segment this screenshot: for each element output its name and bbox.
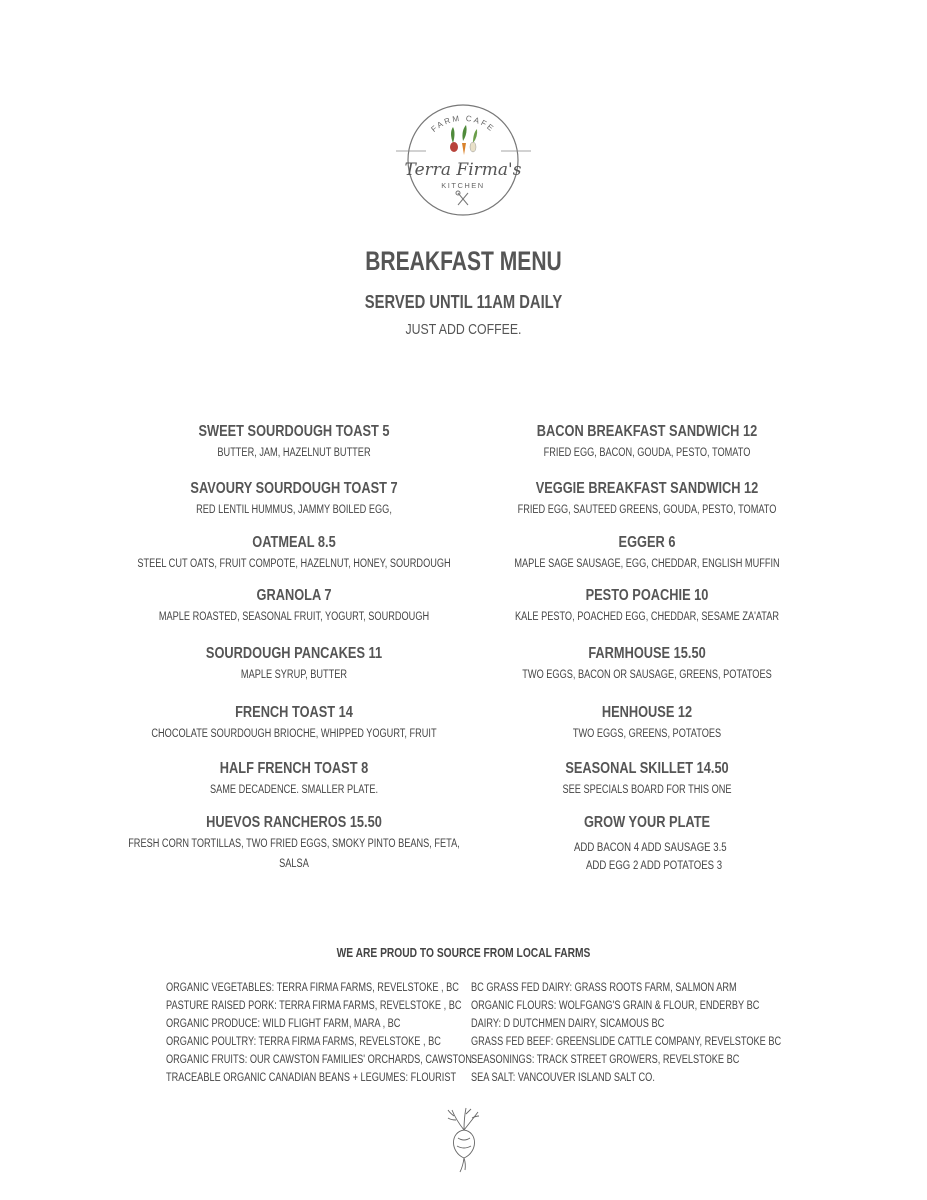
menu-item-name: VEGGIE BREAKFAST SANDWICH 12 [535,480,759,497]
logo-name: Terra Firma's [404,160,522,180]
menu-item-desc: STEEL CUT OATS, FRUIT COMPOTE, HAZELNUT, HONEY, SOURDOUGH [137,558,451,570]
menu-item-desc: TWO EGGS, GREENS, POTATOES [572,728,722,740]
menu-item-desc: MAPLE ROASTED, SEASONAL FRUIT, YOGURT, SOURDOUGH [158,611,430,623]
utensils-icon [456,191,468,205]
source-line: ORGANIC FRUITS: OUR CAWSTON FAMILIES' ORCHARDS, CAWSTON [166,1054,472,1066]
source-line: ORGANIC POULTRY: TERRA FIRMA FARMS, REVELSTOKE , BC [166,1036,441,1048]
menu-item-desc: KALE PESTO, POACHED EGG, CHEDDAR, SESAME ZA'ATAR [514,611,780,623]
page-tagline: JUST ADD COFFEE. [405,321,522,338]
source-line: SEASONINGS: TRACK STREET GROWERS, REVELSTOKE BC [471,1054,740,1066]
menu-item-desc: FRIED EGG, BACON, GOUDA, PESTO, TOMATO [543,447,751,459]
source-line: TRACEABLE ORGANIC CANADIAN BEANS + LEGUMES: FLOURIST [166,1072,457,1084]
menu-item [427,812,867,834]
menu-item-name: GRANOLA 7 [256,587,332,604]
menu-item-desc: FRESH CORN TORTILLAS, TWO FRIED EGGS, SMOKY PINTO BEANS, FETA, [128,838,460,850]
beet-icon [444,1106,484,1174]
svg-text:FARM CAFE [429,114,496,134]
menu-item [427,702,867,744]
menu-item-desc: BUTTER, JAM, HAZELNUT BUTTER [217,447,371,459]
source-line: DAIRY: D DUTCHMEN DAIRY, SICAMOUS BC [471,1018,665,1030]
menu-item [427,478,867,520]
menu-item-name: FRENCH TOAST 14 [235,704,353,721]
menu-item-name: FARMHOUSE 15.50 [588,645,706,662]
menu-item-desc: CHOCOLATE SOURDOUGH BRIOCHE, WHIPPED YOGURT, FRUIT [151,728,437,740]
sources-title: WE ARE PROUD TO SOURCE FROM LOCAL FARMS [336,946,591,960]
menu-item-desc: MAPLE SYRUP, BUTTER [240,669,348,681]
menu-item-name: HENHOUSE 12 [601,704,693,721]
menu-item [427,585,867,627]
source-line: BC GRASS FED DAIRY: GRASS ROOTS FARM, SALMON ARM [471,982,737,994]
cafe-logo [396,101,531,219]
menu-item-name: HUEVOS RANCHEROS 15.50 [206,814,382,831]
menu-item-desc: MAPLE SAGE SAUSAGE, EGG, CHEDDAR, ENGLISH MUFFIN [514,558,780,570]
addon-row: ADD EGG 2 ADD POTATOES 3 [586,858,723,872]
menu-item [427,643,867,685]
menu-item-desc: RED LENTIL HUMMUS, JAMMY BOILED EGG, [196,504,392,516]
menu-item-name: EGGER 6 [618,534,676,551]
menu-item-name: SWEET SOURDOUGH TOAST 5 [198,423,390,440]
menu-item-desc: TWO EGGS, BACON OR SAUSAGE, GREENS, POTATOES [522,669,772,681]
menu-item-name: PESTO POACHIE 10 [585,587,709,604]
vegetables-icon [450,125,477,155]
source-line: ORGANIC PRODUCE: WILD FLIGHT FARM, MARA , BC [166,1018,401,1030]
menu-item-name: BACON BREAKFAST SANDWICH 12 [536,423,758,440]
menu-item-name: GROW YOUR PLATE [583,814,711,831]
menu-item [427,421,867,463]
menu-item [427,532,867,574]
menu-item-name: SEASONAL SKILLET 14.50 [565,760,729,777]
logo-kitchen: KITCHEN [441,181,485,190]
source-line: GRASS FED BEEF: GREENSLIDE CATTLE COMPANY, REVELSTOKE BC [471,1036,782,1048]
menu-item-name: HALF FRENCH TOAST 8 [219,760,369,777]
menu-item-desc: SAME DECADENCE. SMALLER PLATE. [209,784,379,796]
source-line: SEA SALT: VANCOUVER ISLAND SALT CO. [471,1072,655,1084]
source-line: ORGANIC VEGETABLES: TERRA FIRMA FARMS, REVELSTOKE , BC [166,982,459,994]
menu-item-desc: FRIED EGG, SAUTEED GREENS, GOUDA, PESTO, TOMATO [517,504,777,516]
source-line: ORGANIC FLOURS: WOLFGANG'S GRAIN & FLOUR, ENDERBY BC [471,1000,760,1012]
logo-farm-cafe: FARM CAFE [429,113,497,134]
page-title: BREAKFAST MENU [365,246,562,276]
menu-item-name: OATMEAL 8.5 [252,534,336,551]
addon-row: ADD BACON 4 ADD SAUSAGE 3.5 [574,840,727,854]
menu-item [427,758,867,800]
menu-item-name: SOURDOUGH PANCAKES 11 [205,645,383,662]
menu-item-desc: SEE SPECIALS BOARD FOR THIS ONE [562,784,732,796]
menu-item-name: SAVOURY SOURDOUGH TOAST 7 [190,480,398,497]
source-line: PASTURE RAISED PORK: TERRA FIRMA FARMS, REVELSTOKE , BC [166,1000,462,1012]
menu-item-desc-continued: SALSA [279,858,309,870]
page-subtitle: SERVED UNTIL 11AM DAILY [364,292,563,312]
